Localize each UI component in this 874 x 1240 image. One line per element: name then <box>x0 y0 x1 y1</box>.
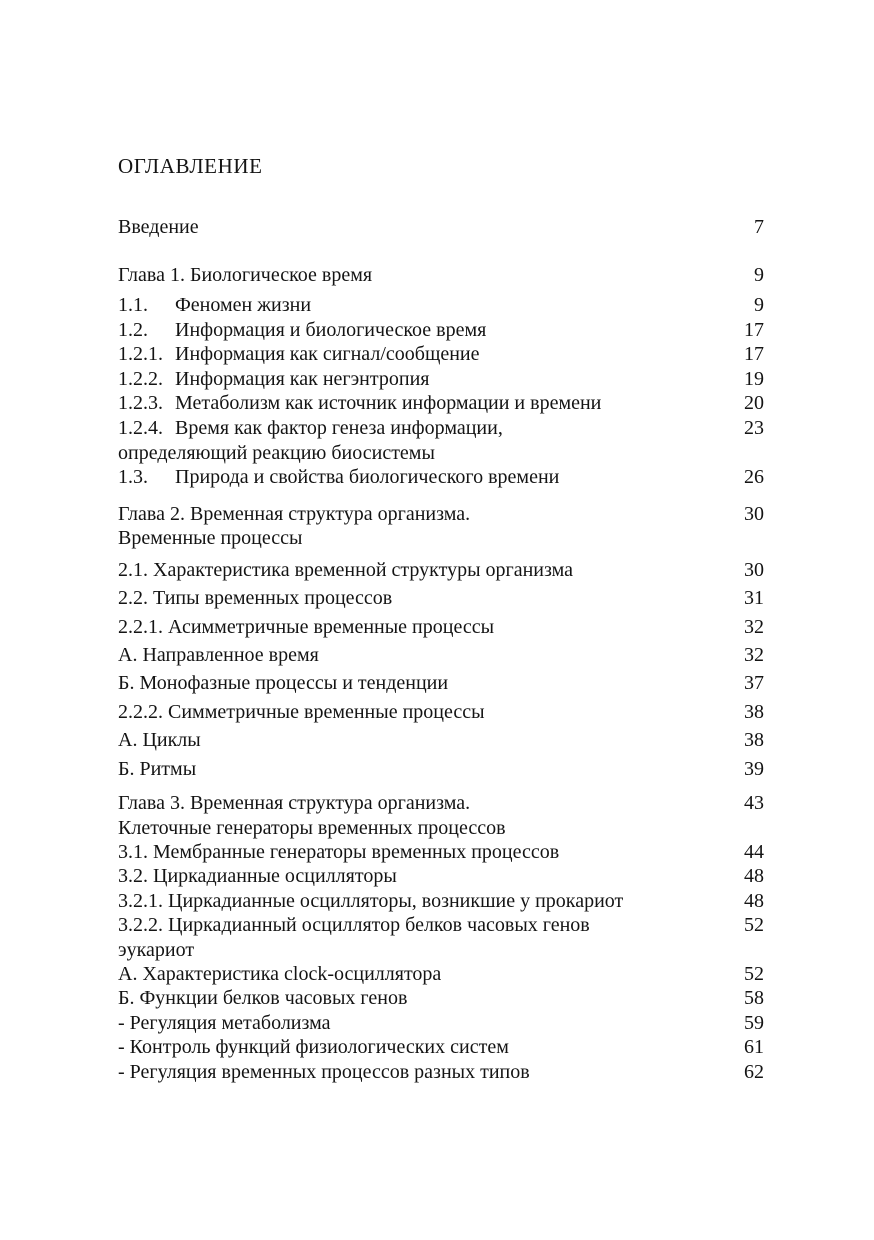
toc-entry <box>118 864 764 888</box>
toc-entry-page: 59 <box>744 1011 764 1034</box>
toc-entry-label: 2.2. Типы временных процессов <box>118 587 393 610</box>
toc-entry-page: 48 <box>744 889 764 912</box>
toc-entry-label: - Контроль функций физиологических систем <box>118 1036 509 1059</box>
toc-entry-number: 1.2.4. <box>118 417 163 440</box>
toc-entry-text <box>118 1061 530 1083</box>
toc-entry <box>118 613 764 641</box>
toc-entry-label: Введение <box>118 216 199 238</box>
toc-entry-label: Информация как сигнал/сообщение <box>175 343 480 366</box>
toc-entry-page: 19 <box>744 367 764 390</box>
toc-section <box>118 215 764 240</box>
toc-entry-number: 1.2.1. <box>118 343 163 366</box>
toc-entry-label: - Регуляция временных процессов разных типов <box>118 1060 530 1083</box>
toc-entry-page: 58 <box>744 987 764 1010</box>
toc-entry-page: 52 <box>744 962 764 985</box>
toc-entry-page: 44 <box>744 840 764 863</box>
toc-entry-label: - Регуляция метаболизма <box>118 1011 331 1034</box>
toc-entry-text <box>118 503 470 550</box>
toc-entry-label: Глава 3. Временная структура организма. <box>118 792 471 815</box>
toc-entry-label: 3.2.1. Циркадианные осцилляторы, возникшие у прокариот <box>118 889 624 912</box>
toc-entry-number: 1.2.2. <box>118 367 163 390</box>
toc-entry <box>118 726 764 754</box>
toc-entry <box>118 293 764 318</box>
toc-entry <box>118 318 764 343</box>
toc-entry-continuation: определяющий реакцию биосистемы <box>118 441 435 464</box>
toc-entry <box>118 698 764 726</box>
toc-entry-label: 3.1. Мембранные генераторы временных процессов <box>118 840 560 863</box>
toc-entry-text <box>118 417 503 464</box>
toc-entry-page: 38 <box>744 700 764 723</box>
toc-entry <box>118 215 764 240</box>
toc-entry-label: А. Характеристика clock-осциллятора <box>118 962 442 985</box>
toc-entry-page: 37 <box>744 672 764 695</box>
toc-entry-label: 2.2.1. Асимметричные временные процессы <box>118 615 495 638</box>
toc-entry <box>118 889 764 913</box>
toc-entry-label: Б. Функции белков часовых генов <box>118 987 408 1010</box>
toc-entry <box>118 840 764 864</box>
toc-entry-label: Информация и биологическое время <box>175 318 487 341</box>
toc-entry-page: 30 <box>744 558 764 581</box>
page-title: ОГЛАВЛЕНИЕ <box>118 154 263 178</box>
toc-entry-text <box>118 792 506 838</box>
toc-entry-text <box>118 987 407 1009</box>
toc-entry-text <box>118 392 601 414</box>
toc-entry-text <box>118 644 319 666</box>
toc-entry-label: Природа и свойства биологического времени <box>175 466 560 489</box>
toc-entry-label: 3.2.2. Циркадианный осциллятор белков часовых генов <box>118 914 590 937</box>
toc-entry-label: Б. Ритмы <box>118 757 197 780</box>
toc-entry <box>118 755 764 783</box>
toc-entry <box>118 1011 764 1035</box>
toc-entry-page: 32 <box>744 644 764 667</box>
toc-entry <box>118 913 764 962</box>
toc-entry-page: 43 <box>744 792 764 815</box>
toc-entry-text <box>118 963 441 985</box>
toc-entry <box>118 263 764 288</box>
toc-entry <box>118 416 764 465</box>
toc-entry <box>118 342 764 367</box>
toc-entry-number: 1.2. <box>118 318 148 341</box>
toc-entry-continuation: Клеточные генераторы временных процессов <box>118 816 506 839</box>
toc-entry <box>118 502 764 551</box>
toc-entry <box>118 367 764 392</box>
toc-entry-text <box>118 587 392 609</box>
toc-entry-label: 2.1. Характеристика временной структуры организма <box>118 558 574 581</box>
toc-entry-label: 2.2.2. Симметричные временные процессы <box>118 700 485 723</box>
toc-entry-text <box>118 841 559 863</box>
toc-entry-continuation: эукариот <box>118 938 195 961</box>
toc-entry-text <box>118 616 494 638</box>
toc-entry-page: 9 <box>754 294 764 317</box>
toc-entry-page: 32 <box>744 615 764 638</box>
toc-entry-page: 23 <box>744 417 764 440</box>
toc-section <box>118 791 764 1084</box>
toc-entry-text <box>118 701 485 723</box>
toc-entry-page: 30 <box>744 502 764 525</box>
toc-entry-page: 31 <box>744 587 764 610</box>
toc-entry-page: 26 <box>744 466 764 489</box>
toc-entry-text <box>118 466 559 488</box>
toc-entry-text <box>118 914 590 960</box>
toc-entry-number: 1.1. <box>118 294 148 317</box>
toc-entry-page: 20 <box>744 392 764 415</box>
toc-entry-number: 1.3. <box>118 466 148 489</box>
toc-entry-label: Глава 2. Временная структура организма. <box>118 502 471 525</box>
toc-entry-number: 1.2.3. <box>118 392 163 415</box>
toc-entry-text <box>118 343 480 365</box>
toc-entry <box>118 1035 764 1059</box>
toc-entry-text <box>118 865 397 887</box>
toc-entry-page: 17 <box>744 343 764 366</box>
toc-entry <box>118 391 764 416</box>
toc-entry-page: 39 <box>744 757 764 780</box>
toc-list <box>118 215 764 1084</box>
toc-entry-text <box>118 1012 331 1034</box>
toc-entry <box>118 465 764 490</box>
toc-entry-page: 17 <box>744 318 764 341</box>
toc-entry <box>118 791 764 840</box>
toc-section <box>118 502 764 783</box>
toc-entry <box>118 986 764 1010</box>
toc-entry-label: Метаболизм как источник информации и времени <box>175 392 602 415</box>
toc-entry-label: Б. Монофазные процессы и тенденции <box>118 672 449 695</box>
toc-entry-continuation: Временные процессы <box>118 527 303 550</box>
toc-entry-page: 48 <box>744 865 764 888</box>
toc-entry <box>118 962 764 986</box>
toc-entry-text <box>118 890 623 912</box>
toc-entry-page: 38 <box>744 729 764 752</box>
toc-section <box>118 263 764 490</box>
toc-entry <box>118 556 764 584</box>
toc-entry-page: 7 <box>754 216 764 238</box>
toc-entry-label: Феномен жизни <box>175 294 312 317</box>
toc-entry-text <box>118 1036 509 1058</box>
toc-entry-text <box>118 319 486 341</box>
toc-entry-text <box>118 216 199 238</box>
toc-entry <box>118 584 764 612</box>
toc-entry <box>118 641 764 669</box>
toc-entry-label: Время как фактор генеза информации, <box>175 417 503 440</box>
toc-entry-page: 9 <box>754 263 764 286</box>
toc-entry-label: 3.2. Циркадианные осцилляторы <box>118 865 397 888</box>
toc-entry-text <box>118 559 573 581</box>
toc-entry-label: А. Направленное время <box>118 644 319 667</box>
toc-entry-text <box>118 729 201 751</box>
toc-entry-text <box>118 264 372 286</box>
toc-entry <box>118 1060 764 1084</box>
toc-entry-label: Глава 1. Биологическое время <box>118 263 373 286</box>
toc-entry-label: А. Циклы <box>118 729 201 752</box>
toc-entry-page: 52 <box>744 914 764 937</box>
toc-entry-text <box>118 758 196 780</box>
toc-entry-text <box>118 672 448 694</box>
toc-entry-page: 61 <box>744 1036 764 1059</box>
toc-entry-text <box>118 368 429 390</box>
toc-entry <box>118 669 764 697</box>
toc-entry-label: Информация как негэнтропия <box>175 367 430 390</box>
toc-entry-page: 62 <box>744 1060 764 1083</box>
toc-entry-text <box>118 294 311 316</box>
